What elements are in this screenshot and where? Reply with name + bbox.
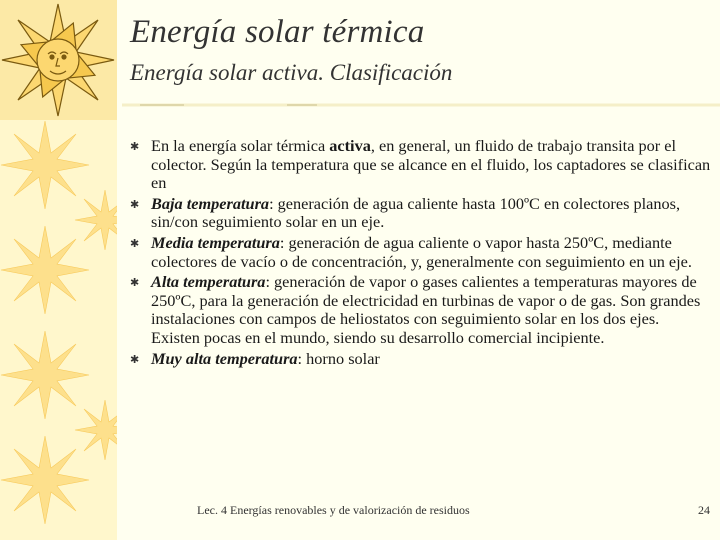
slide-footer: Lec. 4 Energías renovables y de valorización de residuos	[197, 503, 470, 517]
bullet-term: Muy alta temperatura	[151, 348, 298, 368]
title-divider	[122, 102, 720, 110]
bullet-item	[130, 350, 712, 369]
bullet-text: : generación de agua caliente o vapor hasta 250ºC, mediante colectores de vacío o de concentración, y, generalmente con seguimiento en un eje.	[151, 232, 692, 271]
bullet-text: : generación de agua caliente hasta 100ºC en colectores planos, sin/con seguimiento solar en un eje.	[151, 193, 681, 232]
bullet-text: : horno solar	[297, 348, 380, 368]
asterisk-bullet-icon: ✱	[130, 198, 140, 211]
bullet-emphasis: activa	[329, 136, 371, 155]
sun-pattern-decoration	[0, 120, 117, 540]
sun-logo-box	[0, 0, 117, 120]
slide-subtitle: Energía solar activa. Clasificación	[130, 60, 453, 85]
page-number: 24	[698, 503, 710, 517]
bullet-term: Media temperatura	[151, 232, 280, 252]
bullet-text: , en general, un fluido de trabajo transita por el colector. Según la temperatura que se alcance en el fluido, los captadores se clasifican en	[151, 136, 711, 193]
bullet-item	[130, 273, 712, 347]
bullet-term: Baja temperatura	[151, 193, 270, 213]
bullet-term: Alta temperatura	[151, 272, 266, 292]
asterisk-bullet-icon: ✱	[130, 353, 140, 366]
sun-face-icon	[0, 0, 117, 120]
bullet-item	[130, 234, 712, 271]
bullet-text: : generación de vapor o gases calientes a temperaturas mayores de 250ºC, para la generación de electricidad en turbinas de vapor o de gas. Son grandes instalaciones con campos de heliostatos con seguimiento solar en los dos ejes. Existen pocas en el mundo, siendo su desarrollo comercial incipiente.	[151, 272, 701, 347]
slide-title: Energía solar térmica	[130, 14, 425, 50]
bullet-list	[130, 137, 712, 370]
asterisk-bullet-icon: ✱	[130, 141, 140, 153]
asterisk-bullet-icon: ✱	[130, 277, 140, 290]
bullet-item	[130, 137, 712, 193]
asterisk-bullet-icon: ✱	[130, 237, 140, 250]
bullet-item	[130, 195, 712, 232]
bullet-text: En la energía solar térmica	[151, 136, 330, 155]
